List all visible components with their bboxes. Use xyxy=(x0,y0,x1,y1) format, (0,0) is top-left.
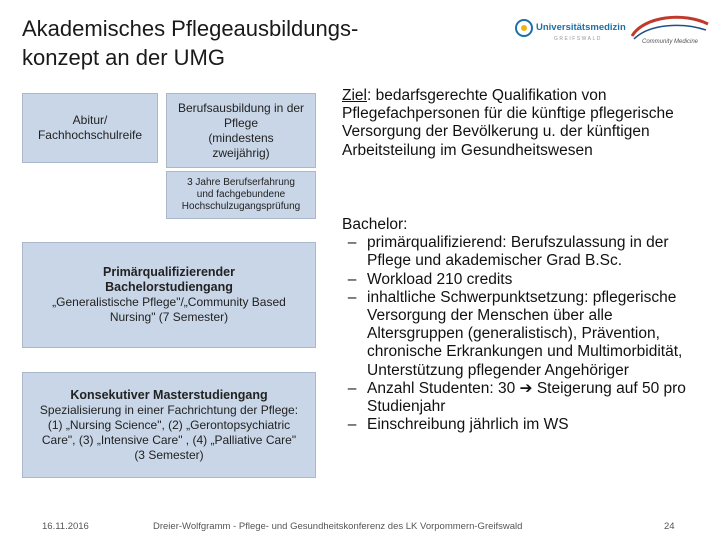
berufsausbildung-line-4: zweijährig) xyxy=(212,145,270,160)
logo-area xyxy=(514,10,710,52)
footer-page-number: 24 xyxy=(664,521,675,532)
berufsausbildung-line-1: Berufsausbildung in der xyxy=(177,100,305,115)
dash-bullet: – xyxy=(347,379,357,397)
bachelor-program-line-2: Nursing" (7 Semester) xyxy=(109,310,229,324)
list-item xyxy=(342,416,702,434)
list-item-text: Workload 210 credits xyxy=(367,270,513,288)
community-medicine-logo-text: Community Medicine xyxy=(642,39,699,45)
list-item-text: Einschreibung jährlich im WS xyxy=(367,416,569,434)
dash-bullet: – xyxy=(347,416,357,434)
bachelor-info-heading: Bachelor: xyxy=(342,216,408,233)
slide-title-line-2: konzept an der UMG xyxy=(22,45,225,70)
dash-bullet: – xyxy=(347,270,357,288)
abitur-line-1: Abitur/ xyxy=(72,113,108,127)
logos-svg xyxy=(514,10,710,52)
dash-bullet: – xyxy=(347,234,357,252)
list-item-text: Anzahl Studenten: 30 ➔ Steigerung auf 50 pro Studienjahr xyxy=(367,379,686,416)
list-item xyxy=(342,271,702,289)
community-medicine-logo xyxy=(632,17,708,45)
footer-date: 16.11.2016 xyxy=(42,521,89,532)
bachelor-info xyxy=(342,216,702,434)
bachelor-program-heading-2: Bachelorstudiengang xyxy=(105,280,233,294)
berufserfahrung-line-1: 3 Jahre Berufserfahrung xyxy=(187,177,295,188)
berufsausbildung-line-3: (mindestens xyxy=(208,130,274,145)
master-program-line-1: Spezialisierung in einer Fachrichtung der Pflege: xyxy=(39,402,299,417)
bachelor-program-line-1: „Generalistische Pflege"/„Community Based xyxy=(52,295,286,309)
berufsausbildung-line-2: Pflege xyxy=(223,115,259,130)
berufserfahrung-line-3: Hochschulzugangsprüfung xyxy=(181,201,301,212)
master-program-line-3: Care", (3) „Intensive Care" , (4) „Palliative Care" xyxy=(41,432,297,447)
abitur-line-2: Fachhochschulreife xyxy=(37,128,143,142)
footer-conference: Dreier-Wolfgramm - Pflege- und Gesundheitskonferenz des LK Vorpommern-Greifswald xyxy=(153,521,523,532)
goal-paragraph xyxy=(342,87,702,160)
berufsausbildung-box xyxy=(166,93,316,168)
bachelor-info-list xyxy=(342,234,702,434)
university-logo xyxy=(516,20,626,42)
master-program-line-2: (1) „Nursing Science", (2) „Gerontopsychiatric xyxy=(47,417,291,432)
university-logo-subtext: GREIFSWALD xyxy=(554,36,602,42)
bachelor-program-heading-1: Primärqualifizierender xyxy=(103,265,235,279)
slide-title-line-1: Akademisches Pflegeausbildungs- xyxy=(22,16,359,41)
slide-title xyxy=(22,14,492,72)
berufserfahrung-box xyxy=(166,171,316,219)
goal-text: : bedarfsgerechte Qualifikation von Pflegefachpersonen für die künftige pflegerische Versorgung der Bevölkerung u. der künftigen Arbeitsteilung im Gesundheitswesen xyxy=(342,87,674,159)
bachelor-program-box xyxy=(22,242,316,348)
list-item xyxy=(342,289,702,380)
goal-label: Ziel xyxy=(342,87,367,104)
list-item xyxy=(342,234,702,270)
list-item-text: primärqualifizierend: Berufszulassung in der Pflege und akademischer Grad B.Sc. xyxy=(367,234,669,270)
abitur-box xyxy=(22,93,158,163)
university-logo-text: Universitätsmedizin xyxy=(536,22,626,33)
list-item xyxy=(342,380,702,416)
berufserfahrung-line-2: und fachgebundene xyxy=(196,189,286,200)
dash-bullet: – xyxy=(347,288,357,306)
master-program-heading: Konsekutiver Masterstudiengang xyxy=(70,387,268,402)
list-item-text: inhaltliche Schwerpunktsetzung: pflegerische Versorgung der Menschen über alle Altersgruppen (generalistisch), Prävention, chronische Erkrankungen und Multimorbidität, Unterstützung pflegender Angehöriger xyxy=(367,288,683,379)
master-program-line-4: (3 Semester) xyxy=(134,447,204,462)
master-program-box xyxy=(22,372,316,478)
